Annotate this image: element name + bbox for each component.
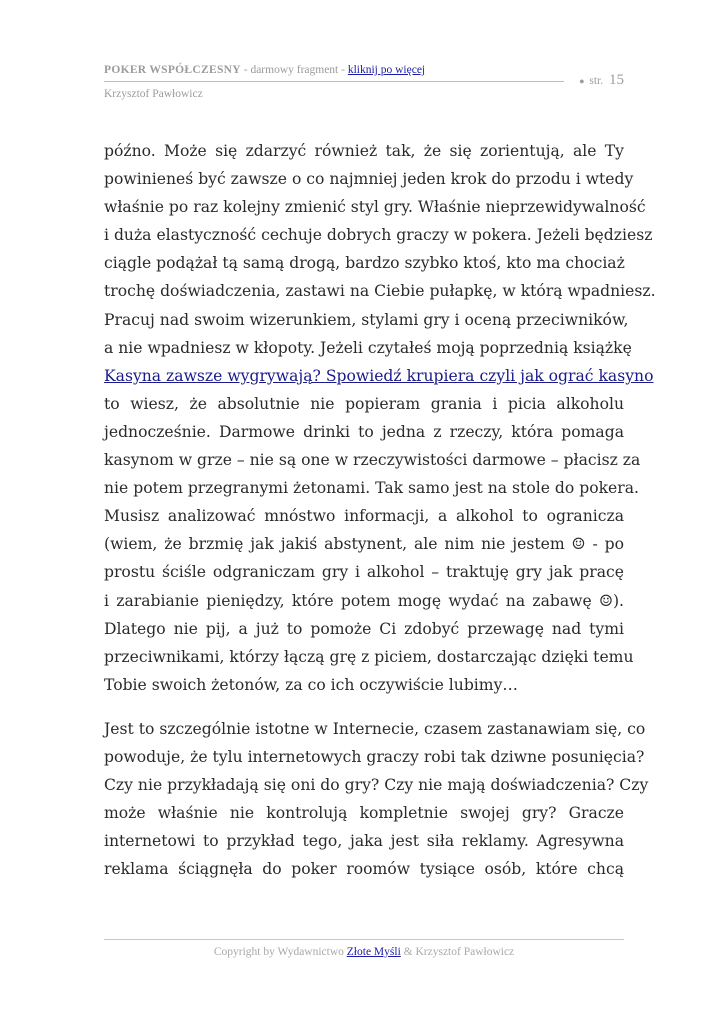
text-line: ciągle podążał tą samą drogą, bardzo szybko ktoś, kto ma chociaż (104, 254, 625, 273)
text-line: to wiesz, że absolutnie nie popieram grania i picia alkoholu (104, 394, 624, 413)
text-line: i duża elastyczność cechuje dobrych graczy w pokera. Jeżeli będziesz (104, 226, 653, 245)
publisher-link[interactable]: Złote Myśli (346, 946, 401, 958)
footer-divider (104, 939, 624, 940)
text-line: Musisz analizować mnóstwo informacji, a alkohol to ogranicza (104, 507, 624, 526)
text-line: trochę doświadczenia, zastawi na Ciebie pułapkę, w którą wpadniesz. (104, 282, 656, 301)
text-line: Jest to szczególnie istotne w Internecie, czasem zastanawiam się, co (104, 719, 646, 738)
text-line: Pracuj nad swoim wizerunkiem, stylami gry i oceną przeciwników, (104, 310, 629, 329)
page-label: str. (589, 75, 604, 87)
copyright-prefix: Copyright by Wydawnictwo (213, 946, 347, 958)
text-line: prostu ściśle odgraniczam gry i alkohol – traktuję gry jak pracę (104, 563, 624, 582)
page-number: 15 (609, 72, 624, 88)
text-line: a nie wpadniesz w kłopoty. Jeżeli czytałeś moją poprzednią książkę (104, 338, 632, 357)
page-header (104, 62, 624, 112)
book-link[interactable]: Kasyna zawsze wygrywają? Spowiedź krupiera czyli jak ograć kasyno (104, 366, 654, 385)
text-line: Czy nie przykładają się oni do gry? Czy nie mają doświadczenia? Czy (104, 776, 649, 795)
page-footer (104, 946, 624, 958)
text-line: i zarabianie pieniędzy, które potem mogę wydać na zabawę ☺). (104, 591, 624, 610)
text-line: jednocześnie. Darmowe drinki to jedna z rzeczy, która pomaga (104, 422, 624, 441)
header-title-line (104, 64, 425, 76)
text-line: reklama ściągnęła do poker roomów tysiące osób, które chcą (104, 860, 624, 879)
bullet-icon: ● (579, 76, 585, 86)
text-line: Dlatego nie pij, a już to pomoże Ci zdobyć przewagę nad tymi (104, 619, 624, 638)
book-title: POKER WSPÓŁCZESNY (104, 64, 241, 76)
text-line: nie potem przegranymi żetonami. Tak samo jest na stole do pokera. (104, 479, 639, 498)
paragraph-2 (104, 715, 649, 884)
author-name: Krzysztof Pawłowicz (104, 88, 203, 100)
text-line: właśnie po raz kolejny zmienić styl gry. Właśnie nieprzewidywalność (104, 198, 646, 217)
text-line: późno. Może się zdarzyć również tak, że się zorientują, ale Ty (104, 142, 624, 160)
more-link[interactable]: kliknij po więcej (347, 64, 426, 76)
text-line: Tobie swoich żetonów, za co ich oczywiście lubimy… (104, 675, 518, 694)
text-line: (wiem, że brzmię jak jakiś abstynent, ale nim nie jestem ☺ - po (104, 535, 624, 554)
text-line: internetowi to przykład tego, jaka jest siła reklamy. Agresywna (104, 832, 624, 851)
text-line: powinieneś być zawsze o co najmniej jeden krok do przodu i wtedy (104, 170, 634, 189)
page-indicator (579, 72, 624, 89)
text-line: powoduje, że tylu internetowych graczy robi tak dziwne posunięcia? (104, 747, 645, 766)
fragment-note: - darmowy fragment - (240, 64, 348, 76)
text-line: kasynom w grze – nie są one w rzeczywistości darmowe – płacisz za (104, 451, 641, 470)
text-line: przeciwnikami, którzy łączą grę z piciem, dostarczając dzięki temu (104, 647, 634, 666)
paragraph-1 (104, 137, 656, 699)
text-line: może właśnie nie kontrolują kompletnie swojej gry? Gracze (104, 804, 624, 823)
document-body (104, 137, 656, 883)
header-divider (104, 81, 564, 82)
copyright-suffix: & Krzysztof Pawłowicz (400, 946, 515, 958)
